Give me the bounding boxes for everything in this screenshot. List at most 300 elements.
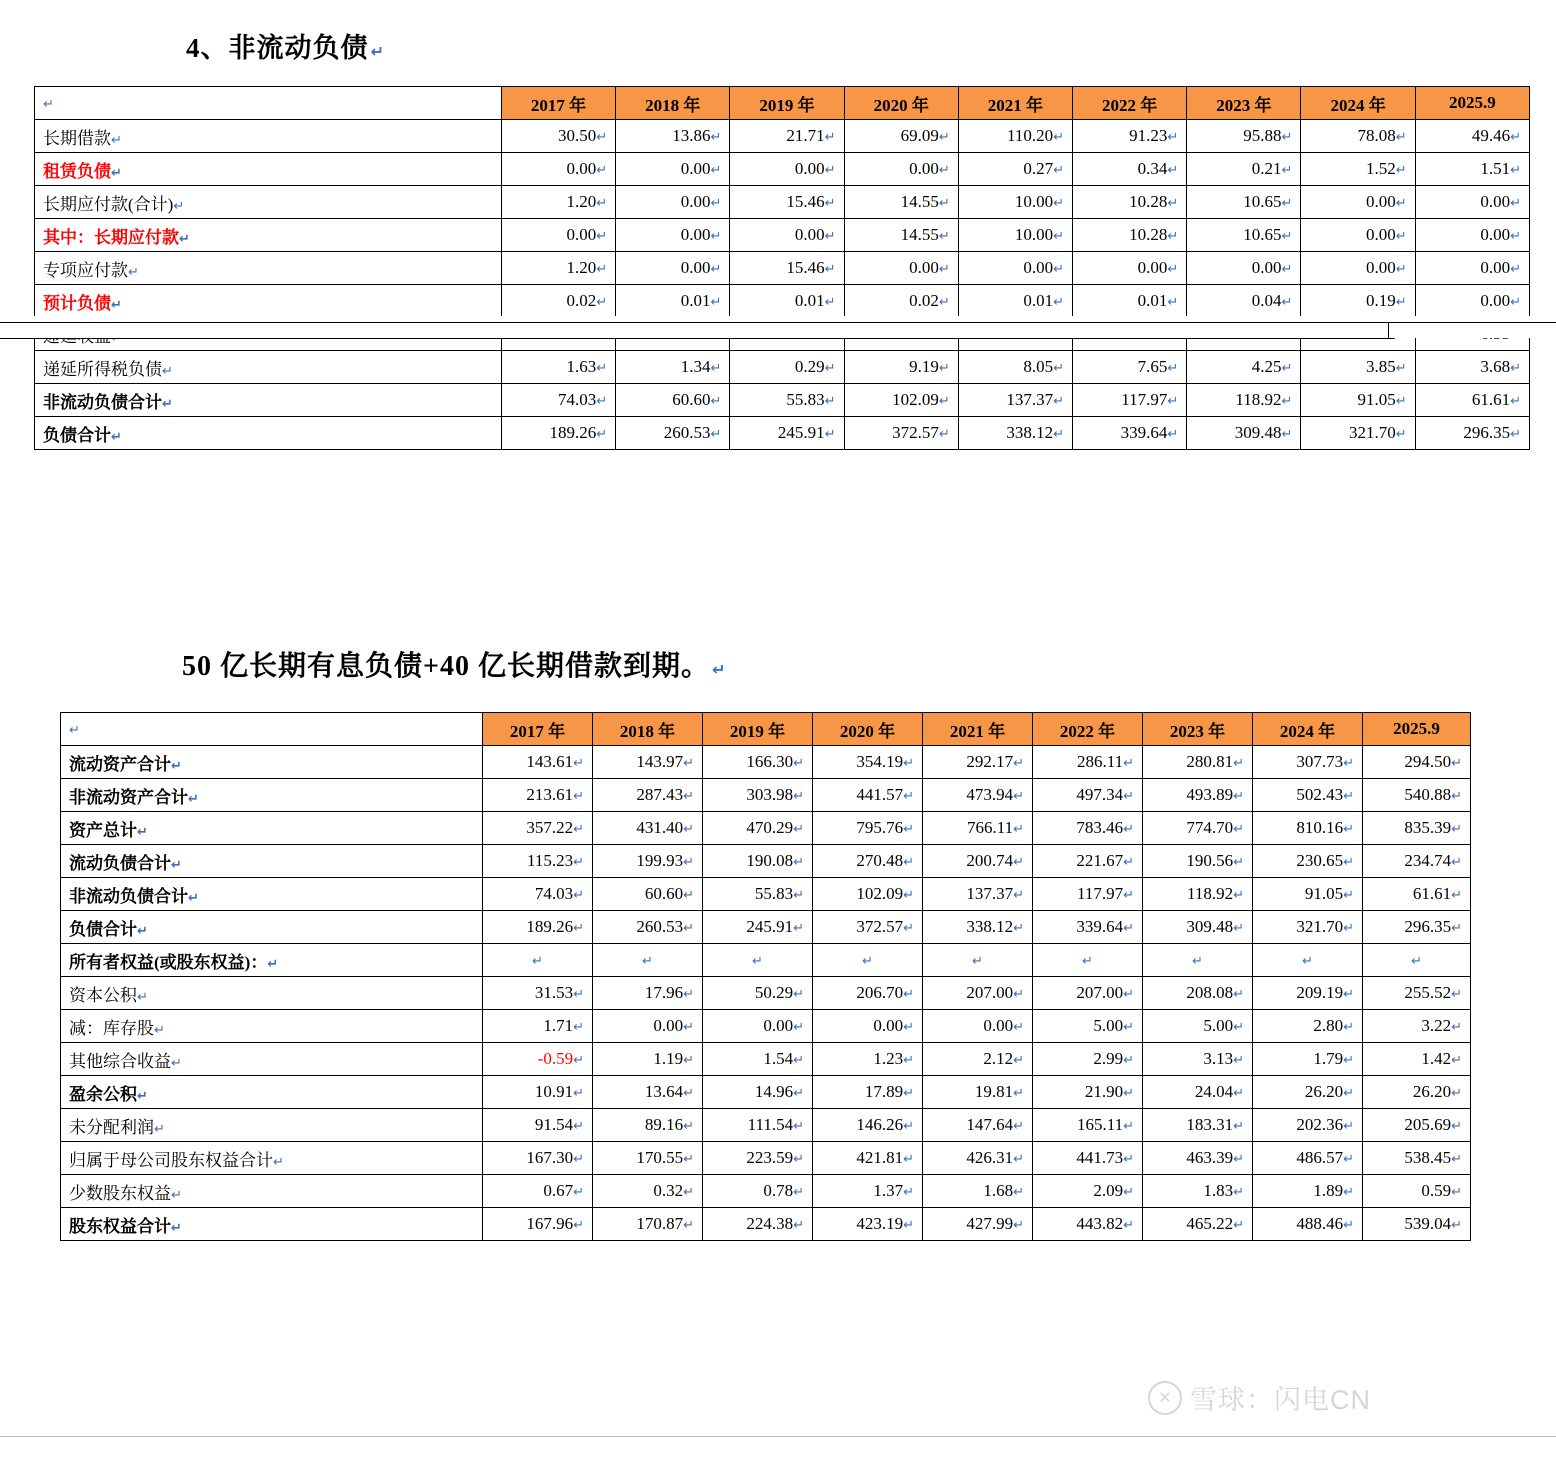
row-value: 205.69↵	[1363, 1109, 1471, 1142]
row-value: 0.00↵	[501, 219, 615, 252]
row-value: 9.19↵	[844, 351, 958, 384]
row-label: 减：库存股↵	[61, 1010, 483, 1043]
row-value: 338.12↵	[958, 417, 1072, 450]
row-label: 归属于母公司股东权益合计↵	[61, 1142, 483, 1175]
row-value: 110.20↵	[958, 120, 1072, 153]
row-value: 1.34↵	[616, 351, 730, 384]
snowball-icon: ✕	[1148, 1381, 1182, 1415]
row-value: 1.79↵	[1253, 1043, 1363, 1076]
paragraph-mark-icon: ↵	[370, 42, 385, 61]
row-value: 0.02↵	[501, 285, 615, 318]
row-label: 专项应付款↵	[35, 252, 502, 285]
row-value: 183.31↵	[1143, 1109, 1253, 1142]
row-value: 260.53↵	[593, 911, 703, 944]
row-value: 372.57↵	[844, 417, 958, 450]
header-cell-blank: ↵	[61, 713, 483, 746]
row-label: 盈余公积↵	[61, 1076, 483, 1109]
row-value: 835.39↵	[1363, 812, 1471, 845]
table-row	[35, 153, 1530, 186]
row-value: 1.83↵	[1143, 1175, 1253, 1208]
row-value: 199.93↵	[593, 845, 703, 878]
row-value: 213.61↵	[483, 779, 593, 812]
row-value: 10.28↵	[1073, 219, 1187, 252]
row-value: 339.64↵	[1073, 417, 1187, 450]
row-value: 795.76↵	[813, 812, 923, 845]
table-row	[61, 911, 1471, 944]
row-value: 0.00↵	[844, 153, 958, 186]
row-value: 8.05↵	[958, 351, 1072, 384]
row-value: 55.83↵	[730, 384, 844, 417]
row-value: 0.21↵	[1187, 153, 1301, 186]
row-label: 非流动负债合计↵	[35, 384, 502, 417]
row-value: 202.36↵	[1253, 1109, 1363, 1142]
row-value: 538.45↵	[1363, 1142, 1471, 1175]
row-value: 0.00↵	[1073, 252, 1187, 285]
row-value: 0.00↵	[1301, 252, 1415, 285]
row-value: 5.00↵	[1143, 1010, 1253, 1043]
row-value: 170.55↵	[593, 1142, 703, 1175]
row-value: 1.63↵	[501, 351, 615, 384]
row-value: 234.74↵	[1363, 845, 1471, 878]
row-value: 441.73↵	[1033, 1142, 1143, 1175]
row-value: ↵	[923, 944, 1033, 977]
row-value: 0.00↵	[1301, 219, 1415, 252]
row-value: 207.00↵	[923, 977, 1033, 1010]
row-value: 165.11↵	[1033, 1109, 1143, 1142]
row-value: ↵	[703, 944, 813, 977]
header-cell-year: 2024 年	[1253, 713, 1363, 746]
header-cell-year: 2018 年	[616, 87, 730, 120]
row-value: 61.61↵	[1415, 384, 1529, 417]
row-value: 0.01↵	[1073, 285, 1187, 318]
header-cell-blank: ↵	[35, 87, 502, 120]
row-value: 1.20↵	[501, 252, 615, 285]
row-value: 74.03↵	[483, 878, 593, 911]
row-value: ↵	[813, 944, 923, 977]
row-value: 143.97↵	[593, 746, 703, 779]
row-value: 7.65↵	[1073, 351, 1187, 384]
row-value: 473.94↵	[923, 779, 1033, 812]
header-cell-year: 2020 年	[844, 87, 958, 120]
row-value: 307.73↵	[1253, 746, 1363, 779]
row-value: 15.46↵	[730, 252, 844, 285]
row-value: 280.81↵	[1143, 746, 1253, 779]
row-value: 74.03↵	[501, 384, 615, 417]
note-heading-text: 50 亿长期有息负债+40 亿长期借款到期。	[182, 651, 710, 682]
row-value: 14.55↵	[844, 219, 958, 252]
row-value: 270.48↵	[813, 845, 923, 878]
row-value: 1.71↵	[483, 1010, 593, 1043]
balance-summary-table	[60, 712, 1471, 1241]
row-value: 221.67↵	[1033, 845, 1143, 878]
row-value: 118.92↵	[1143, 878, 1253, 911]
header-cell-year: 2021 年	[958, 87, 1072, 120]
row-value: 111.54↵	[703, 1109, 813, 1142]
row-value: 170.87↵	[593, 1208, 703, 1241]
page-break-line-top	[0, 322, 1556, 323]
row-value: 0.00↵	[1415, 285, 1529, 318]
row-value: 2.80↵	[1253, 1010, 1363, 1043]
row-value: 17.96↵	[593, 977, 703, 1010]
row-value: 146.26↵	[813, 1109, 923, 1142]
row-value: 372.57↵	[813, 911, 923, 944]
row-value: 539.04↵	[1363, 1208, 1471, 1241]
row-value: 49.46↵	[1415, 120, 1529, 153]
row-value: 10.28↵	[1073, 186, 1187, 219]
row-label: 资本公积↵	[61, 977, 483, 1010]
row-value: 0.00↵	[616, 186, 730, 219]
row-value: 1.20↵	[501, 186, 615, 219]
row-value: 102.09↵	[844, 384, 958, 417]
row-value: 102.09↵	[813, 878, 923, 911]
note-heading	[182, 644, 726, 684]
row-label: 长期应付款(合计)↵	[35, 186, 502, 219]
row-value: 26.20↵	[1253, 1076, 1363, 1109]
row-value: 0.00↵	[730, 153, 844, 186]
row-value: 13.86↵	[616, 120, 730, 153]
table-row	[61, 878, 1471, 911]
table-row	[35, 120, 1530, 153]
row-value: 207.00↵	[1033, 977, 1143, 1010]
table-header-row	[61, 713, 1471, 746]
row-value: 208.08↵	[1143, 977, 1253, 1010]
row-label: 长期借款↵	[35, 120, 502, 153]
row-value: 1.68↵	[923, 1175, 1033, 1208]
row-value: 443.82↵	[1033, 1208, 1143, 1241]
row-value: 10.65↵	[1187, 219, 1301, 252]
row-value: 3.85↵	[1301, 351, 1415, 384]
row-value: 0.00↵	[1415, 186, 1529, 219]
row-value: 463.39↵	[1143, 1142, 1253, 1175]
row-value: 0.00↵	[1187, 252, 1301, 285]
row-value: 224.38↵	[703, 1208, 813, 1241]
row-value: 0.34↵	[1073, 153, 1187, 186]
row-value: 0.00↵	[616, 252, 730, 285]
header-cell-year: 2020 年	[813, 713, 923, 746]
row-value: 137.37↵	[958, 384, 1072, 417]
header-cell-year: 2018 年	[593, 713, 703, 746]
section-heading-4-text: 4、非流动负债	[186, 33, 369, 63]
row-value: 0.67↵	[483, 1175, 593, 1208]
row-value: ↵	[1253, 944, 1363, 977]
row-label: 股东权益合计↵	[61, 1208, 483, 1241]
header-cell-year: 2021 年	[923, 713, 1033, 746]
row-value: 21.90↵	[1033, 1076, 1143, 1109]
row-value: 19.81↵	[923, 1076, 1033, 1109]
row-value: 50.29↵	[703, 977, 813, 1010]
row-value: 286.11↵	[1033, 746, 1143, 779]
row-value: 55.83↵	[703, 878, 813, 911]
table-row	[61, 1043, 1471, 1076]
row-value: 3.22↵	[1363, 1010, 1471, 1043]
row-value: 118.92↵	[1187, 384, 1301, 417]
header-cell-year: 2019 年	[730, 87, 844, 120]
header-cell-year: 2017 年	[501, 87, 615, 120]
row-value: 488.46↵	[1253, 1208, 1363, 1241]
watermark	[1148, 1378, 1371, 1417]
row-value: 431.40↵	[593, 812, 703, 845]
table-row	[61, 1175, 1471, 1208]
row-value: ↵	[1033, 944, 1143, 977]
row-value: ↵	[1143, 944, 1253, 977]
table-row	[35, 285, 1530, 318]
table-row	[35, 384, 1530, 417]
row-value: 117.97↵	[1033, 878, 1143, 911]
row-value: 10.91↵	[483, 1076, 593, 1109]
row-value: 0.00↵	[703, 1010, 813, 1043]
row-label: 所有者权益(或股东权益)：↵	[61, 944, 483, 977]
row-value: 117.97↵	[1073, 384, 1187, 417]
row-label: 其中：长期应付款↵	[35, 219, 502, 252]
row-value: 5.00↵	[1033, 1010, 1143, 1043]
row-value: 31.53↵	[483, 977, 593, 1010]
row-value: 502.43↵	[1253, 779, 1363, 812]
row-value: 0.00↵	[1415, 219, 1529, 252]
row-value: 292.17↵	[923, 746, 1033, 779]
row-value: 0.00↵	[813, 1010, 923, 1043]
row-value: 0.01↵	[616, 285, 730, 318]
row-value: 14.96↵	[703, 1076, 813, 1109]
row-value: 296.35↵	[1415, 417, 1529, 450]
row-value: 10.00↵	[958, 219, 1072, 252]
table-row	[61, 779, 1471, 812]
row-value: 309.48↵	[1143, 911, 1253, 944]
row-label: 租赁负债↵	[35, 153, 502, 186]
row-value: 10.65↵	[1187, 186, 1301, 219]
row-value: 0.02↵	[844, 285, 958, 318]
table-row	[35, 417, 1530, 450]
header-cell-year: 2017 年	[483, 713, 593, 746]
header-cell-year: 2024 年	[1301, 87, 1415, 120]
row-value: 30.50↵	[501, 120, 615, 153]
row-value: 230.65↵	[1253, 845, 1363, 878]
row-value: 0.00↵	[593, 1010, 703, 1043]
row-value: 421.81↵	[813, 1142, 923, 1175]
row-value: 339.64↵	[1033, 911, 1143, 944]
row-value: 303.98↵	[703, 779, 813, 812]
row-value: 89.16↵	[593, 1109, 703, 1142]
row-value: 189.26↵	[501, 417, 615, 450]
row-value: 0.00↵	[616, 219, 730, 252]
row-value: ↵	[483, 944, 593, 977]
table-row	[61, 1010, 1471, 1043]
page-bottom-divider	[0, 1436, 1556, 1437]
row-value: 91.54↵	[483, 1109, 593, 1142]
row-value: 2.09↵	[1033, 1175, 1143, 1208]
row-value: 206.70↵	[813, 977, 923, 1010]
table-row	[61, 1076, 1471, 1109]
row-value: ↵	[593, 944, 703, 977]
table-row	[61, 1142, 1471, 1175]
row-value: 0.00↵	[1301, 186, 1415, 219]
row-value: 255.52↵	[1363, 977, 1471, 1010]
table-row	[35, 219, 1530, 252]
row-value: 137.37↵	[923, 878, 1033, 911]
table-row	[35, 252, 1530, 285]
row-value: 426.31↵	[923, 1142, 1033, 1175]
table-row	[61, 977, 1471, 1010]
row-value: 0.00↵	[501, 153, 615, 186]
row-value: 60.60↵	[593, 878, 703, 911]
row-value: 245.91↵	[703, 911, 813, 944]
row-label: 流动资产合计↵	[61, 746, 483, 779]
header-cell-year: 2022 年	[1073, 87, 1187, 120]
row-value: 0.00↵	[923, 1010, 1033, 1043]
row-label: 负债合计↵	[35, 417, 502, 450]
row-value: 354.19↵	[813, 746, 923, 779]
row-value: 147.64↵	[923, 1109, 1033, 1142]
row-value: 1.89↵	[1253, 1175, 1363, 1208]
row-value: 0.01↵	[958, 285, 1072, 318]
row-value: 78.08↵	[1301, 120, 1415, 153]
row-value: 26.20↵	[1363, 1076, 1471, 1109]
page-break-gap	[0, 316, 1556, 338]
row-value: 0.29↵	[730, 351, 844, 384]
row-value: 427.99↵	[923, 1208, 1033, 1241]
table-row	[61, 845, 1471, 878]
row-value: 61.61↵	[1363, 878, 1471, 911]
row-value: 21.71↵	[730, 120, 844, 153]
table-header-row	[35, 87, 1530, 120]
row-value: 774.70↵	[1143, 812, 1253, 845]
row-label: 未分配利润↵	[61, 1109, 483, 1142]
row-value: 190.08↵	[703, 845, 813, 878]
row-value: 115.23↵	[483, 845, 593, 878]
header-cell-year: 2023 年	[1143, 713, 1253, 746]
header-cell-year: 2022 年	[1033, 713, 1143, 746]
row-value: 309.48↵	[1187, 417, 1301, 450]
row-value: 0.00↵	[730, 219, 844, 252]
row-label: 非流动负债合计↵	[61, 878, 483, 911]
row-value: 294.50↵	[1363, 746, 1471, 779]
row-value: 189.26↵	[483, 911, 593, 944]
row-value: 69.09↵	[844, 120, 958, 153]
non-current-liabilities-table	[34, 86, 1530, 450]
row-value: 60.60↵	[616, 384, 730, 417]
row-label: 流动负债合计↵	[61, 845, 483, 878]
row-value: 245.91↵	[730, 417, 844, 450]
row-value: 209.19↵	[1253, 977, 1363, 1010]
row-value: 1.19↵	[593, 1043, 703, 1076]
row-value: 1.42↵	[1363, 1043, 1471, 1076]
table-row	[61, 812, 1471, 845]
row-label: 非流动资产合计↵	[61, 779, 483, 812]
row-value: 540.88↵	[1363, 779, 1471, 812]
row-value: 0.01↵	[730, 285, 844, 318]
section-heading-4	[186, 26, 385, 65]
row-value: 0.59↵	[1363, 1175, 1471, 1208]
row-value: 1.54↵	[703, 1043, 813, 1076]
row-value: 167.30↵	[483, 1142, 593, 1175]
row-value: 166.30↵	[703, 746, 813, 779]
row-value: 260.53↵	[616, 417, 730, 450]
row-value: 423.19↵	[813, 1208, 923, 1241]
table-row	[61, 944, 1471, 977]
row-value: 357.22↵	[483, 812, 593, 845]
row-value: 10.00↵	[958, 186, 1072, 219]
table-row	[35, 351, 1530, 384]
row-label: 少数股东权益↵	[61, 1175, 483, 1208]
watermark-text: 雪球：闪电CN	[1190, 1385, 1371, 1415]
row-value: 486.57↵	[1253, 1142, 1363, 1175]
row-value: 0.19↵	[1301, 285, 1415, 318]
row-value: 3.13↵	[1143, 1043, 1253, 1076]
row-value: 200.74↵	[923, 845, 1033, 878]
row-value: 91.05↵	[1301, 384, 1415, 417]
page-break-line-bottom	[0, 338, 1390, 339]
table-row	[35, 186, 1530, 219]
row-value: 497.34↵	[1033, 779, 1143, 812]
row-value: 15.46↵	[730, 186, 844, 219]
row-value: 17.89↵	[813, 1076, 923, 1109]
row-value: 287.43↵	[593, 779, 703, 812]
table-row	[61, 746, 1471, 779]
row-value: 0.00↵	[616, 153, 730, 186]
row-value: 0.04↵	[1187, 285, 1301, 318]
row-value: 91.23↵	[1073, 120, 1187, 153]
header-cell-year: 2023 年	[1187, 87, 1301, 120]
table-row	[61, 1109, 1471, 1142]
row-value: 3.68↵	[1415, 351, 1529, 384]
row-value: 493.89↵	[1143, 779, 1253, 812]
row-value: 0.00↵	[844, 252, 958, 285]
row-value: 810.16↵	[1253, 812, 1363, 845]
row-value: 1.52↵	[1301, 153, 1415, 186]
row-label: 预计负债↵	[35, 285, 502, 318]
row-value: 766.11↵	[923, 812, 1033, 845]
row-value: 0.78↵	[703, 1175, 813, 1208]
row-value: 321.70↵	[1301, 417, 1415, 450]
row-value: 465.22↵	[1143, 1208, 1253, 1241]
row-value: 14.55↵	[844, 186, 958, 219]
row-value: 0.32↵	[593, 1175, 703, 1208]
row-value: 24.04↵	[1143, 1076, 1253, 1109]
row-value: 1.37↵	[813, 1175, 923, 1208]
row-value: 190.56↵	[1143, 845, 1253, 878]
row-value: 321.70↵	[1253, 911, 1363, 944]
paragraph-mark-icon-2: ↵	[711, 660, 727, 679]
row-value: 4.25↵	[1187, 351, 1301, 384]
header-cell-year: 2025.9	[1415, 87, 1529, 120]
row-value: 143.61↵	[483, 746, 593, 779]
row-value: 0.00↵	[958, 252, 1072, 285]
row-value: 0.00↵	[1415, 252, 1529, 285]
row-value: ↵	[1363, 944, 1471, 977]
row-value: -0.59↵	[483, 1043, 593, 1076]
row-value: 296.35↵	[1363, 911, 1471, 944]
header-cell-year: 2019 年	[703, 713, 813, 746]
row-value: 2.12↵	[923, 1043, 1033, 1076]
header-cell-year: 2025.9	[1363, 713, 1471, 746]
row-label: 资产总计↵	[61, 812, 483, 845]
row-value: 167.96↵	[483, 1208, 593, 1241]
row-value: 91.05↵	[1253, 878, 1363, 911]
row-value: 783.46↵	[1033, 812, 1143, 845]
row-label: 递延所得税负债↵	[35, 351, 502, 384]
row-value: 338.12↵	[923, 911, 1033, 944]
row-value: 0.27↵	[958, 153, 1072, 186]
row-value: 470.29↵	[703, 812, 813, 845]
row-value: 223.59↵	[703, 1142, 813, 1175]
table-row	[61, 1208, 1471, 1241]
row-label: 其他综合收益↵	[61, 1043, 483, 1076]
row-value: 441.57↵	[813, 779, 923, 812]
page-break-tick	[1388, 322, 1389, 339]
row-value: 13.64↵	[593, 1076, 703, 1109]
row-value: 2.99↵	[1033, 1043, 1143, 1076]
row-value: 95.88↵	[1187, 120, 1301, 153]
row-label: 负债合计↵	[61, 911, 483, 944]
